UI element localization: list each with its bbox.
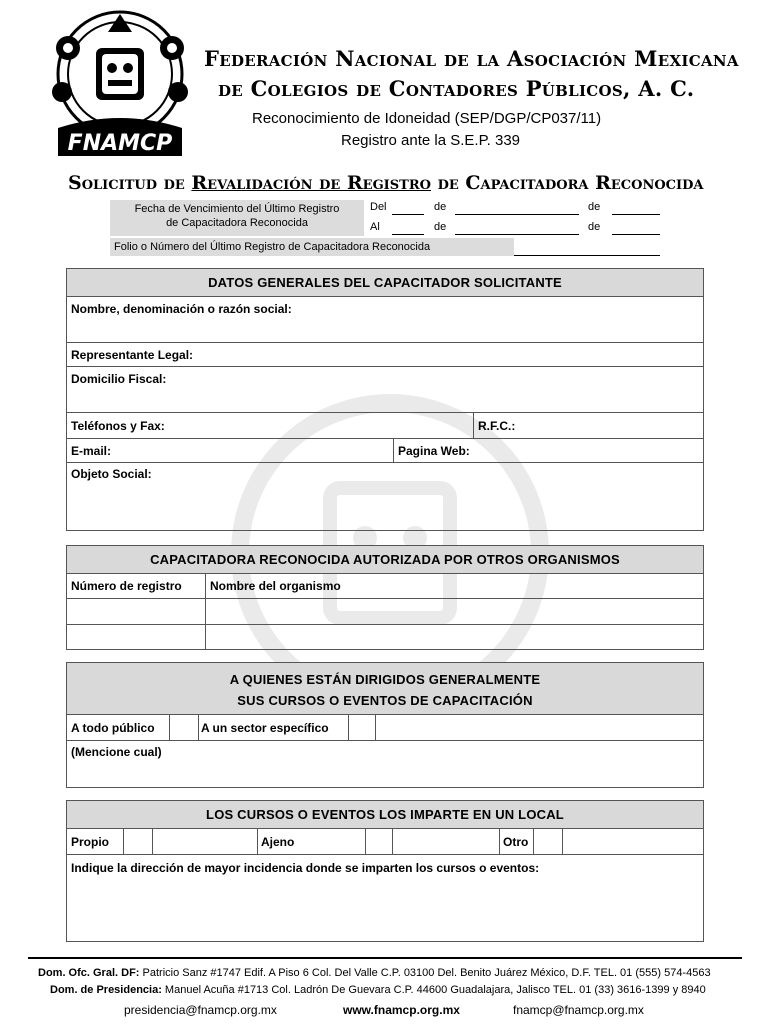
al-year-field[interactable] bbox=[612, 234, 660, 235]
folio-label: Folio o Número del Último Registro de Capacitadora Reconocida bbox=[110, 238, 514, 256]
general-public-label: A todo público bbox=[71, 721, 155, 735]
organism-row-1[interactable] bbox=[67, 599, 703, 625]
other-venue-label: Otro bbox=[503, 835, 529, 849]
website-link[interactable]: www.fnamcp.org.mx bbox=[343, 1003, 460, 1017]
social-object-field[interactable] bbox=[67, 463, 703, 523]
form-title bbox=[68, 172, 703, 194]
venue-address-field[interactable] bbox=[67, 855, 703, 941]
legal-rep-label: Representante Legal: bbox=[71, 348, 194, 362]
social-object-label: Objeto Social: bbox=[71, 467, 152, 481]
specific-sector-checkbox[interactable] bbox=[348, 715, 376, 740]
website-label: Pagina Web: bbox=[398, 444, 470, 458]
column-divider bbox=[205, 625, 206, 649]
del-day-field[interactable] bbox=[392, 214, 424, 215]
footer-office-address bbox=[38, 967, 711, 979]
presidency-email-link[interactable]: presidencia@fnamcp.org.mx bbox=[124, 1003, 277, 1017]
fiscal-address-label: Domicilio Fiscal: bbox=[71, 372, 167, 386]
del-label: Del bbox=[370, 201, 387, 213]
section-general-data-title: DATOS GENERALES DEL CAPACITADOR SOLICITANTE bbox=[67, 269, 703, 297]
recognition-text: Reconocimiento de Idoneidad (SEP/DGP/CP037/11) bbox=[252, 110, 602, 127]
venue-options-row bbox=[67, 829, 703, 855]
phone-label: Teléfonos y Fax: bbox=[71, 419, 165, 433]
registry-text: Registro ante la S.E.P. 339 bbox=[341, 132, 521, 149]
specific-sector-label: A un sector específico bbox=[201, 721, 329, 735]
audience-options-row bbox=[67, 715, 703, 741]
footer-presidency-address bbox=[50, 984, 706, 996]
organism-row-2[interactable] bbox=[67, 625, 703, 649]
fnamcp-logo bbox=[48, 8, 190, 160]
al-day-field[interactable] bbox=[392, 234, 424, 235]
general-email-link[interactable]: fnamcp@fnamcp.org.mx bbox=[513, 1003, 644, 1017]
column-divider bbox=[257, 829, 258, 854]
expiration-label-line1: Fecha de Vencimiento del Último Registro bbox=[134, 203, 340, 215]
presidency-text: Manuel Acuña #1713 Col. Ladrón De Guevara C.P. 44600 Guadalajara, Jalisco TEL. 01 (33) 3616-1399 y 8940 bbox=[161, 984, 706, 996]
section-audience-title bbox=[67, 663, 703, 715]
form-title-part1: Solicitud de bbox=[68, 172, 192, 194]
email-field[interactable] bbox=[67, 439, 397, 462]
office-label: Dom. Ofc. Gral. DF: bbox=[38, 967, 140, 979]
footer-divider bbox=[28, 957, 742, 959]
rfc-field[interactable] bbox=[473, 413, 708, 438]
name-field[interactable] bbox=[67, 297, 703, 343]
other-venue-checkbox[interactable] bbox=[533, 829, 563, 854]
own-venue-checkbox[interactable] bbox=[123, 829, 153, 854]
al-de2-label: de bbox=[588, 221, 601, 233]
del-month-field[interactable] bbox=[455, 214, 579, 215]
external-venue-label: Ajeno bbox=[261, 835, 295, 849]
organisms-header-row bbox=[67, 574, 703, 599]
audience-title-line1: A QUIENES ESTÁN DIRIGIDOS GENERALMENTE bbox=[229, 672, 541, 687]
email-label: E-mail: bbox=[71, 444, 112, 458]
office-text: Patricio Sanz #1747 Edif. A Piso 6 Col. Del Valle C.P. 03100 Del. Benito Juárez México, D.F. TEL. 01 (555) 574-4563 bbox=[139, 967, 711, 979]
folio-field[interactable] bbox=[514, 255, 660, 256]
column-divider bbox=[205, 599, 206, 624]
del-year-field[interactable] bbox=[612, 214, 660, 215]
form-title-part3: de Capacitadora Reconocida bbox=[430, 172, 704, 194]
org-name-line2: de Colegios de Contadores Públicos, A. C. bbox=[218, 76, 695, 101]
section-other-organisms bbox=[66, 545, 704, 650]
del-de2-label: de bbox=[588, 201, 601, 213]
column-divider bbox=[499, 829, 500, 854]
section-venue-title: LOS CURSOS O EVENTOS LOS IMPARTE EN UN LOCAL bbox=[67, 801, 703, 829]
phone-field[interactable] bbox=[67, 413, 477, 438]
own-venue-label: Propio bbox=[71, 835, 109, 849]
presidency-label: Dom. de Presidencia: bbox=[50, 984, 162, 996]
section-venue bbox=[66, 800, 704, 942]
external-venue-checkbox[interactable] bbox=[365, 829, 393, 854]
phone-rfc-row bbox=[67, 413, 703, 439]
column-divider bbox=[205, 574, 206, 598]
expiration-date-label bbox=[110, 200, 364, 236]
email-web-row bbox=[67, 439, 703, 463]
organism-name-header: Nombre del organismo bbox=[210, 579, 341, 593]
registry-number-header: Número de registro bbox=[71, 579, 182, 593]
general-public-checkbox[interactable] bbox=[169, 715, 199, 740]
audience-title-line2: SUS CURSOS O EVENTOS DE CAPACITACIÓN bbox=[237, 693, 533, 708]
section-general-data bbox=[66, 268, 704, 531]
al-month-field[interactable] bbox=[455, 234, 579, 235]
legal-rep-field[interactable] bbox=[67, 343, 703, 367]
al-de1-label: de bbox=[434, 221, 447, 233]
website-field[interactable] bbox=[393, 439, 708, 462]
logo-text: FNAMCP bbox=[67, 131, 173, 156]
mention-label: (Mencione cual) bbox=[71, 745, 162, 759]
rfc-label: R.F.C.: bbox=[478, 419, 516, 433]
expiration-label-line2: de Capacitadora Reconocida bbox=[166, 217, 308, 229]
name-label: Nombre, denominación o razón social: bbox=[71, 302, 292, 316]
sector-mention-field[interactable] bbox=[67, 741, 703, 787]
form-title-underlined: Revalidación de Registro bbox=[191, 172, 431, 194]
section-audience bbox=[66, 662, 704, 788]
venue-address-label: Indique la dirección de mayor incidencia donde se imparten los cursos o eventos: bbox=[71, 861, 540, 875]
fiscal-address-field[interactable] bbox=[67, 367, 703, 413]
del-de1-label: de bbox=[434, 201, 447, 213]
section-other-organisms-title: CAPACITADORA RECONOCIDA AUTORIZADA POR OTROS ORGANISMOS bbox=[67, 546, 703, 574]
al-label: Al bbox=[370, 221, 380, 233]
org-name-line1: Federación Nacional de la Asociación Mexicana bbox=[204, 46, 739, 71]
